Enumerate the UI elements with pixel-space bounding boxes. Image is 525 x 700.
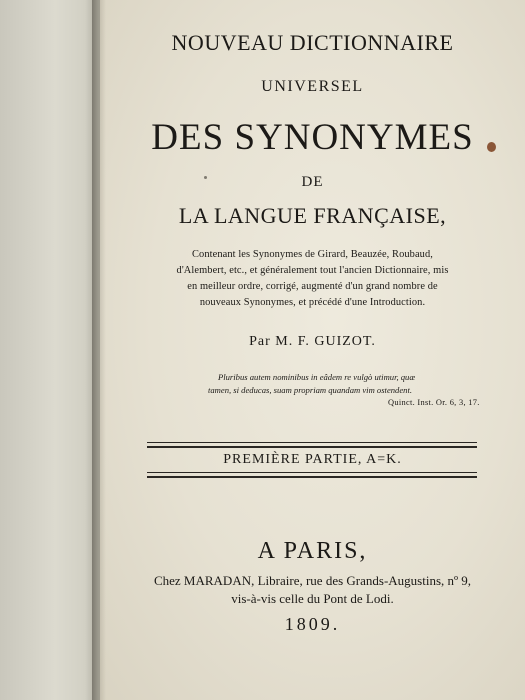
title-line-4: DE [301, 174, 324, 190]
description-line-2: d'Alembert, etc., et généralement tout l'ancien Dictionnaire, mis [176, 265, 449, 276]
volume-part: PREMIÈRE PARTIE, A=K. [223, 452, 402, 467]
epigraph-line-2: tamen, si deducas, suam propriam quandam vim ostendent. [208, 385, 413, 395]
imprint-place: A PARIS, [257, 538, 368, 564]
imprint-year: 1809. [284, 614, 341, 634]
description-line-4: nouveaux Synonymes, et précédé d'une Introduction. [199, 297, 426, 308]
title-line-5: LA LANGUE FRANÇAISE, [178, 203, 447, 228]
title-line-1: NOUVEAU DICTIONNAIRE [171, 30, 454, 55]
main-title: DES SYNONYMES [151, 117, 474, 158]
divider-top-thick [147, 446, 477, 448]
author-line: Par M. F. GUIZOT. [249, 334, 376, 349]
description-line-3: en meilleur ordre, corrigé, augmenté d'un grand nombre de [187, 281, 438, 292]
divider-bottom-thin [147, 472, 477, 473]
divider-top-thin [147, 442, 477, 443]
epigraph-citation: Quinct. Inst. Or. 6, 3, 17. [388, 398, 480, 407]
divider-bottom-thick [147, 476, 477, 478]
title-line-2: UNIVERSEL [261, 78, 364, 95]
imprint-publisher: Chez MARADAN, Libraire, rue des Grands-Augustins, nº 9, [153, 573, 472, 588]
title-page [100, 0, 525, 700]
imprint-address: vis-à-vis celle du Pont de Lodi. [231, 591, 394, 606]
left-page-edge [0, 0, 100, 700]
book-gutter [92, 0, 106, 700]
description-line-1: Contenant les Synonymes de Girard, Beauzée, Roubaud, [192, 249, 433, 260]
epigraph-line-1: Pluribus autem nominibus in eâdem re vulgò utimur, quæ [218, 372, 416, 382]
